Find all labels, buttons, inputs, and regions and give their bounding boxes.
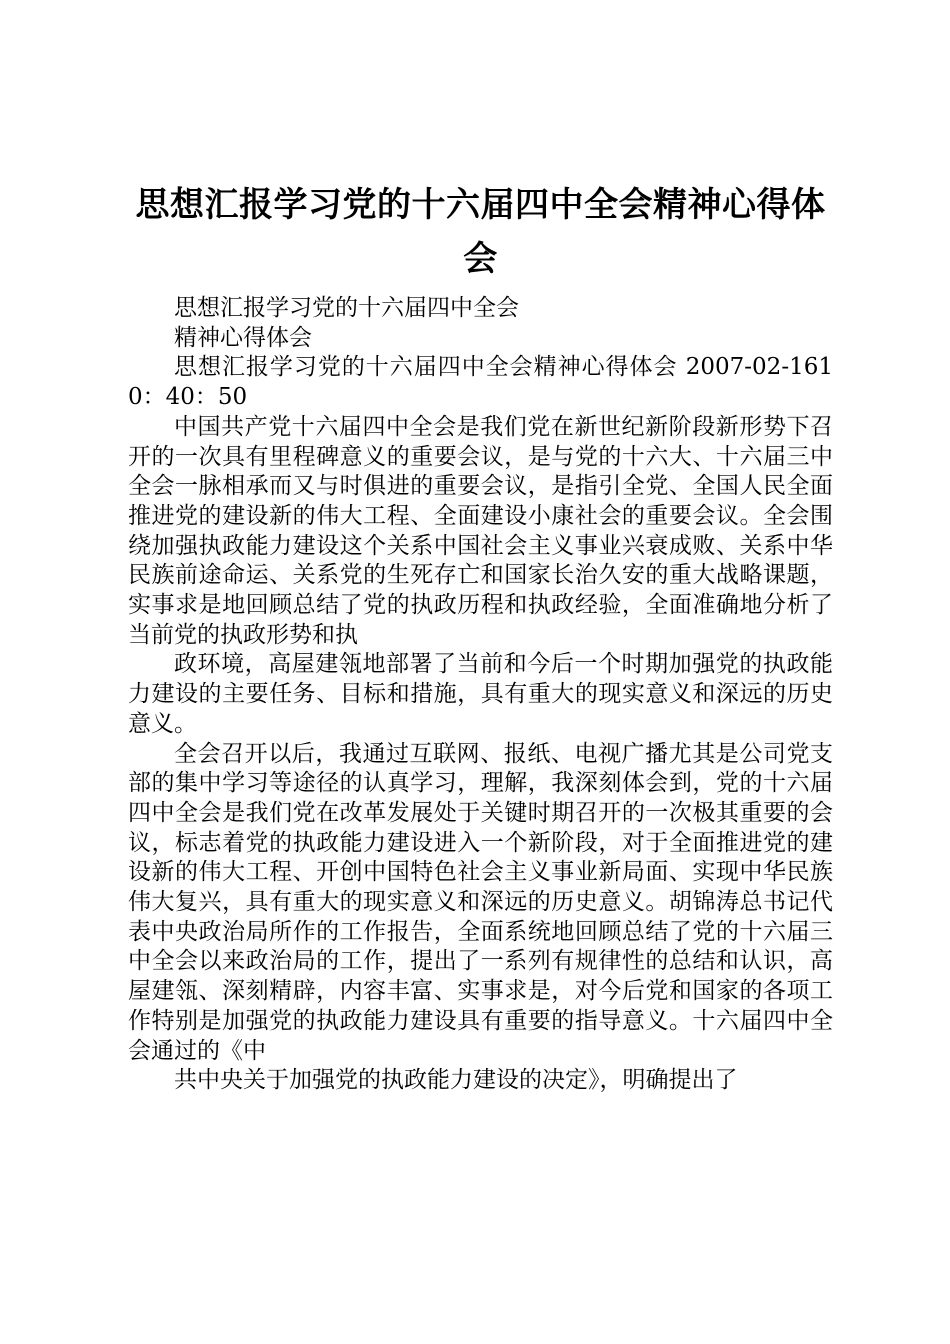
document-body xyxy=(128,294,833,1096)
paragraph-subtitle-1: 思想汇报学习党的十六届四中全会 xyxy=(174,295,519,321)
paragraph-header-date: 思想汇报学习党的十六届四中全会精神心得体会 2007-02-1610：40：50 xyxy=(128,354,833,411)
paragraph-subtitle-2: 精神心得体会 xyxy=(174,324,312,351)
paragraph-3: 全会召开以后，我通过互联网、报纸、电视广播尤其是公司党支部的集中学习等途径的认真学习，理解，我深刻体会到，党的十六届四中全会是我们党在改革发展处于关键时期召开的一次极其重要的会议，标志着党的执政能力建设进入一个新阶段，对于全面推进党的建设新的伟大工程、开创中国特色社会主义事业新局面、实现中华民族伟大复兴，具有重大的现实意义和深远的历史意义。胡锦涛总书记代表中央政治局所作的工作报告，全面系统地回顾总结了党的十六届三中全会以来政治局的工作，提出了一系列有规律性的总结和认识，高屋建瓴、深刻精辟，内容丰富、实事求是，对今后党和国家的各项工作特别是加强党的执政能力建设具有重要的指导意义。十六届四中全会通过的《中 xyxy=(128,740,833,1064)
paragraph-2: 政环境，高屋建瓴地部署了当前和今后一个时期加强党的执政能力建设的主要任务、目标和措施，具有重大的现实意义和深远的历史意义。 xyxy=(128,651,833,737)
paragraph-4: 共中央关于加强党的执政能力建设的决定》，明确提出了 xyxy=(174,1067,738,1094)
document-page xyxy=(128,178,833,1096)
document-title: 思想汇报学习党的十六届四中全会精神心得体会 xyxy=(135,185,826,279)
paragraph-1: 中国共产党十六届四中全会是我们党在新世纪新阶段新形势下召开的一次具有里程碑意义的重要会议，是与党的十六大、十六届三中全会一脉相承而又与时俱进的重要会议，是指引全党、全国人民全面推进党的建设新的伟大工程、全面建设小康社会的重要会议。全会围绕加强执政能力建设这个关系中国社会主义事业兴衰成败、关系中华民族前途命运、关系党的生死存亡和国家长治久安的重大战略课题，实事求是地回顾总结了党的执政历程和执政经验，全面准确地分析了当前党的执政形势和执 xyxy=(128,413,833,648)
